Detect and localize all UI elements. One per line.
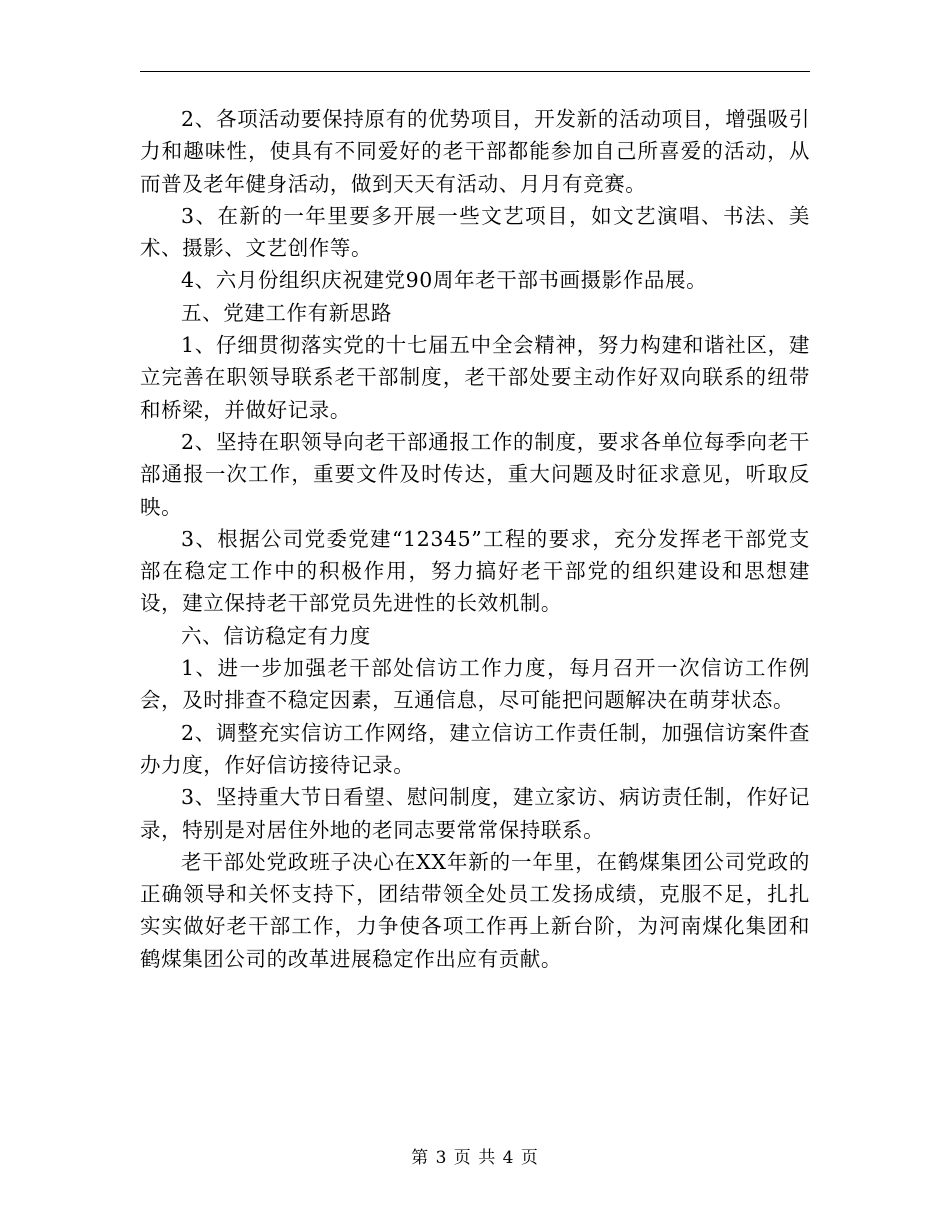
section-heading: 六、信访稳定有力度 xyxy=(181,623,371,648)
paragraph: 3、在新的一年里要多开展一些文艺项目，如文艺演唱、书法、美术、摄影、文艺创作等。 xyxy=(140,203,810,261)
paragraph: 2、调整充实信访工作网络，建立信访工作责任制，加强信访案件查办力度，作好信访接待记录。 xyxy=(140,720,810,777)
page-number: 第 3 页 共 4 页 xyxy=(411,1148,539,1168)
section-heading: 五、党建工作有新思路 xyxy=(181,300,392,325)
document-body xyxy=(140,103,810,975)
closing-paragraph: 老干部处党政班子决心在XX年新的一年里，在鹤煤集团公司党政的正确领导和关怀支持下，团结带领全处员工发扬成绩，克服不足，扎扎实实做好老干部工作，力争使各项工作再上新台阶，为河南煤化集团和鹤煤集团公司的改革进展稳定作出应有贡献。 xyxy=(140,849,810,971)
paragraph: 3、根据公司党委党建“12345”工程的要求，充分发挥老干部党支部在稳定工作中的积极作用，努力搞好老干部党的组织建设和思想建设，建立保持老干部党员先进性的长效机制。 xyxy=(140,526,810,616)
paragraph: 2、坚持在职领导向老干部通报工作的制度，要求各单位每季向老干部通报一次工作，重要文件及时传达，重大问题及时征求意见，听取反映。 xyxy=(140,429,810,519)
paragraph: 3、坚持重大节日看望、慰问制度，建立家访、病访责任制，作好记录，特别是对居住外地的老同志要常常保持联系。 xyxy=(140,785,810,842)
paragraph: 1、进一步加强老干部处信访工作力度，每月召开一次信访工作例会，及时排查不稳定因素，互通信息，尽可能把问题解决在萌芽状态。 xyxy=(140,656,810,713)
paragraph: 4、六月份组织庆祝建党90周年老干部书画摄影作品展。 xyxy=(181,268,708,293)
header-rule xyxy=(140,71,810,72)
paragraph: 2、各项活动要保持原有的优势项目，开发新的活动项目，增强吸引力和趣味性，使具有不同爱好的老干部都能参加自己所喜爱的活动，从而普及老年健身活动，做到天天有活动、月月有竞赛。 xyxy=(140,107,810,196)
paragraph: 1、仔细贯彻落实党的十七届五中全会精神，努力构建和谐社区，建立完善在职领导联系老干部制度，老干部处要主动作好双向联系的纽带和桥梁，并做好记录。 xyxy=(140,333,810,422)
